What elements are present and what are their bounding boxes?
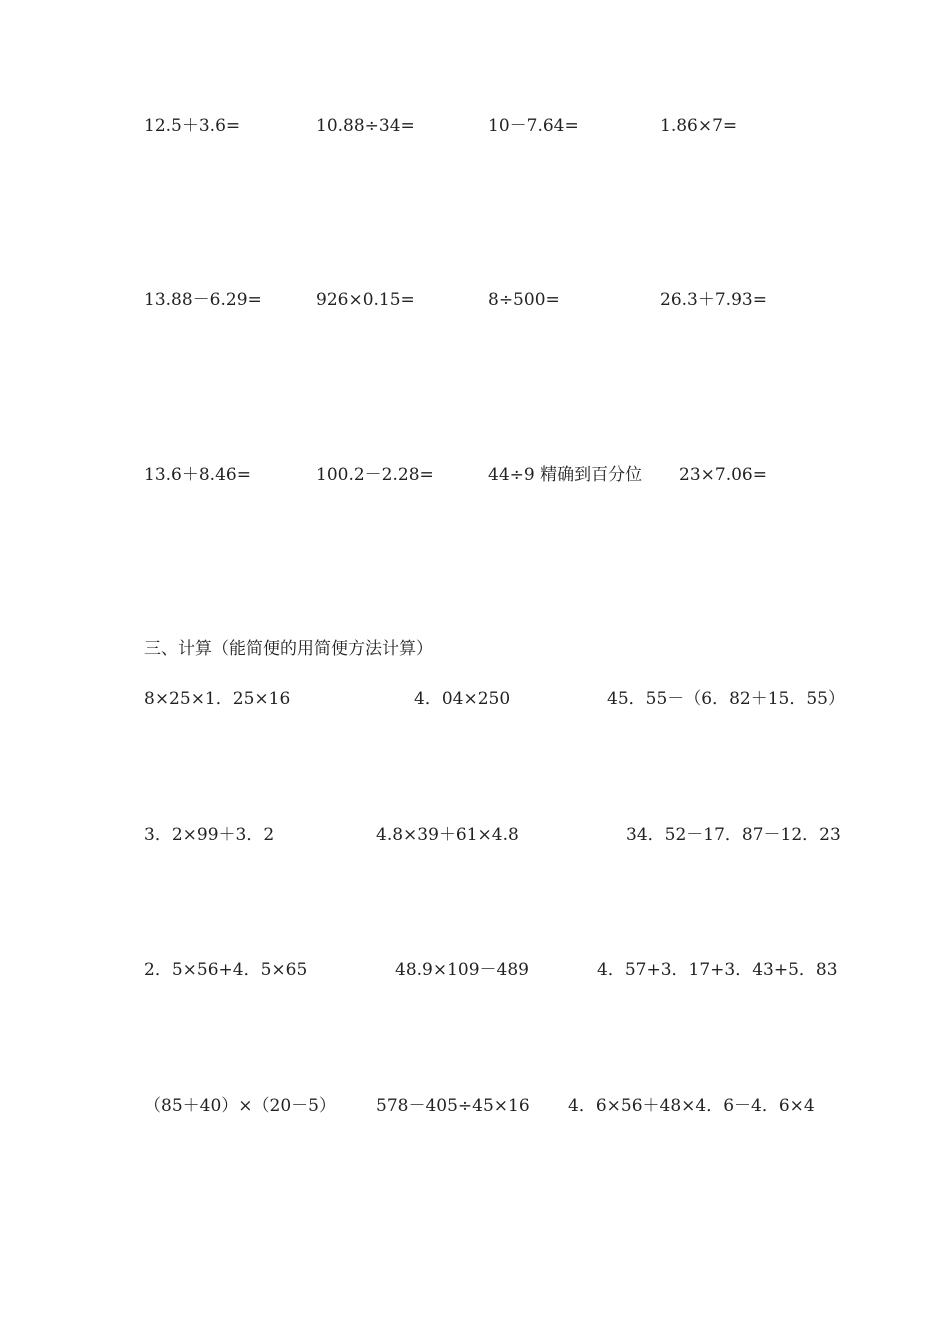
simplify-r4-c3: 4．6×56＋48×4．6－4．6×4 — [568, 1096, 815, 1116]
problem-r1-c3: 10－7.64= — [488, 116, 579, 136]
simplify-r2-c1: 3．2×99＋3．2 — [144, 825, 275, 845]
problem-r1-c1: 12.5＋3.6= — [144, 116, 241, 136]
problem-r2-c3: 8÷500= — [488, 290, 560, 310]
problem-r3-c1: 13.6＋8.46= — [144, 465, 251, 485]
problem-r3-c3: 44÷9 精确到百分位 — [488, 465, 643, 485]
problem-r2-c1: 13.88－6.29= — [144, 290, 262, 310]
problem-r1-c2: 10.88÷34= — [316, 116, 415, 136]
simplify-r1-c2: 4．04×250 — [414, 689, 511, 709]
simplify-r3-c2: 48.9×109－489 — [395, 960, 529, 980]
problem-r3-c4: 23×7.06= — [679, 465, 767, 485]
section-heading: 三、计算（能简便的用简便方法计算） — [144, 639, 433, 659]
simplify-r4-c1: （85＋40）×（20－5） — [144, 1096, 336, 1116]
simplify-r3-c1: 2．5×56+4．5×65 — [144, 960, 308, 980]
problem-r2-c2: 926×0.15= — [316, 290, 415, 310]
problem-r1-c4: 1.86×7= — [660, 116, 738, 136]
problem-r2-c4: 26.3＋7.93= — [660, 290, 767, 310]
simplify-r1-c3: 45．55－（6．82＋15．55） — [607, 689, 845, 709]
problem-r3-c2: 100.2－2.28= — [316, 465, 434, 485]
simplify-r3-c3: 4．57+3．17+3．43+5．83 — [597, 960, 838, 980]
simplify-r1-c1: 8×25×1．25×16 — [144, 689, 291, 709]
simplify-r2-c3: 34．52－17．87－12．23 — [626, 825, 841, 845]
simplify-r2-c2: 4.8×39＋61×4.8 — [376, 825, 519, 845]
simplify-r4-c2: 578－405÷45×16 — [376, 1096, 530, 1116]
